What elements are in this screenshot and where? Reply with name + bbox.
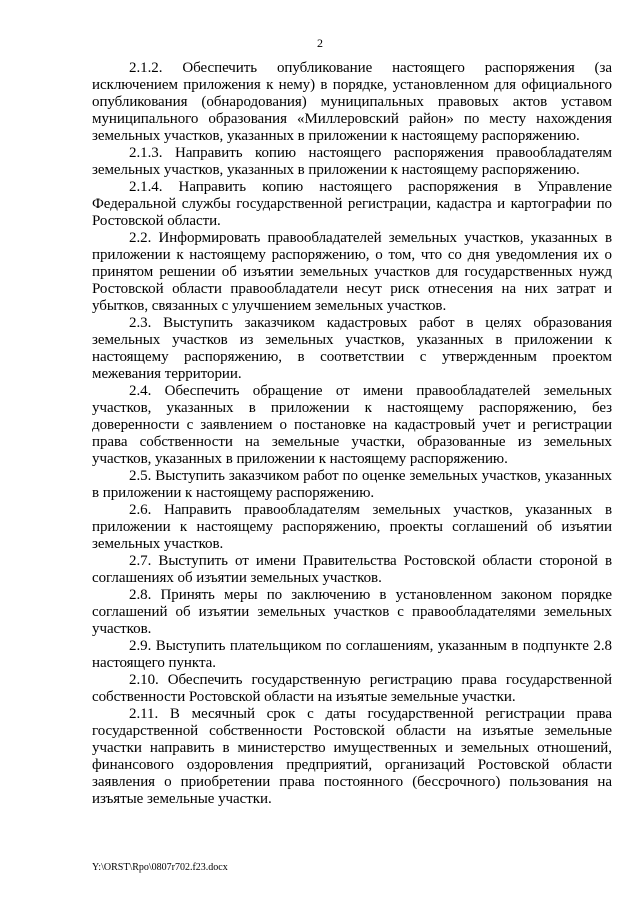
paragraph-2-11: 2.11. В месячный срок с даты государственной регистрации права государственной собственности Ростовской области на изъятые земельные участки направить в министерство имущественных и земельных отношений, финансового оздоровления предприятий, организаций Ростовской области заявления о приобретении права постоянного (бессрочного) пользования на изъятые земельные участки. bbox=[92, 706, 612, 807]
paragraph-2-5: 2.5. Выступить заказчиком работ по оценке земельных участков, указанных в приложении к настоящему распоряжению. bbox=[92, 468, 612, 501]
paragraph-2-4: 2.4. Обеспечить обращение от имени правообладателей земельных участков, указанных в приложении к настоящему распоряжению, без доверенности с заявлением о постановке на кадастровый учет и регистрации права собственности на земельные участки, образованные из земельных участков, указанных в приложении к настоящему распоряжению. bbox=[92, 383, 612, 467]
file-path-footer: Y:\ORST\Rpo\0807r702.f23.docx bbox=[92, 862, 228, 873]
document-body bbox=[92, 60, 612, 808]
paragraph-2-8: 2.8. Принять меры по заключению в установленном законом порядке соглашений об изъятии земельных участков с правообладателями земельных участков. bbox=[92, 587, 612, 637]
paragraph-2-2: 2.2. Информировать правообладателей земельных участков, указанных в приложении к настоящему распоряжению, о том, что со дня уведомления их о принятом решении об изъятии земельных участков для государственных нужд Ростовской области правообладатели несут риск отнесения на них затрат и убытков, связанных с улучшением земельных участков. bbox=[92, 230, 612, 314]
paragraph-2-1-2: 2.1.2. Обеспечить опубликование настоящего распоряжения (за исключением приложения к нему) в порядке, установленном для официального опубликования (обнародования) муниципальных правовых актов уставом муниципального образования «Миллеровский район» по месту нахождения земельных участков, указанных в приложении к настоящему распоряжению. bbox=[92, 60, 612, 144]
page-number: 2 bbox=[317, 36, 323, 50]
paragraph-2-10: 2.10. Обеспечить государственную регистрацию права государственной собственности Ростовской области на изъятые земельные участки. bbox=[92, 672, 612, 705]
paragraph-2-9: 2.9. Выступить плательщиком по соглашениям, указанным в подпункте 2.8 настоящего пункта. bbox=[92, 638, 612, 671]
paragraph-2-7: 2.7. Выступить от имени Правительства Ростовской области стороной в соглашениях об изъятии земельных участков. bbox=[92, 553, 612, 586]
paragraph-2-3: 2.3. Выступить заказчиком кадастровых работ в целях образования земельных участков из земельных участков, указанных в приложении к настоящему распоряжению, в соответствии с утвержденным проектом межевания территории. bbox=[92, 315, 612, 382]
paragraph-2-6: 2.6. Направить правообладателям земельных участков, указанных в приложении к настоящему распоряжению, проекты соглашений об изъятии земельных участков. bbox=[92, 502, 612, 552]
paragraph-2-1-3: 2.1.3. Направить копию настоящего распоряжения правообладателям земельных участков, указанных в приложении к настоящему распоряжению. bbox=[92, 145, 612, 178]
paragraph-2-1-4: 2.1.4. Направить копию настоящего распоряжения в Управление Федеральной службы государственной регистрации, кадастра и картографии по Ростовской области. bbox=[92, 179, 612, 229]
